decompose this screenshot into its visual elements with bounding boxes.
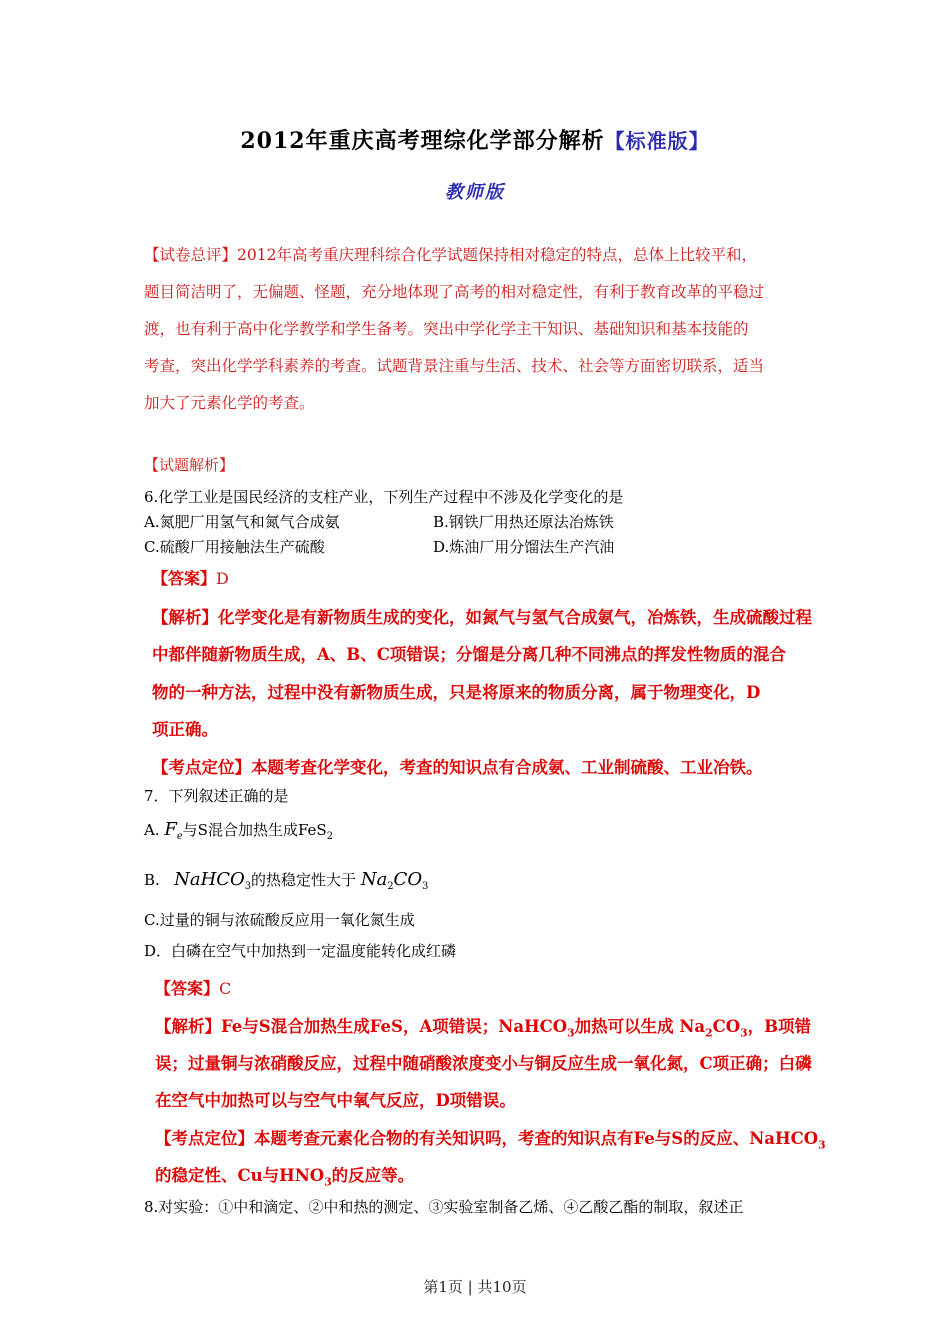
q6-option-a: A.氮肥厂用氢气和氮气合成氨 bbox=[144, 513, 340, 531]
q7-option-a: A. $F_e$与S混合加热生成FeS$_2$ bbox=[144, 819, 333, 842]
q6-option-b: B.钢铁厂用热还原法冶炼铁 bbox=[433, 513, 614, 531]
q6-option-c: C.硫酸厂用接触法生产硫酸 bbox=[144, 538, 325, 556]
q6-analysis-line-2: 中都伴随新物质生成，A、B、C项错误；分馏是分离几种不同沸点的挥发性物质的混合 bbox=[152, 645, 786, 664]
q6-stem: 6.化学工业是国民经济的支柱产业，下列生产过程中不涉及化学变化的是 bbox=[144, 488, 624, 506]
q6-analysis-label: 【解析】 bbox=[152, 608, 218, 627]
q7-analysis-label: 【解析】 bbox=[155, 1017, 221, 1036]
page-subtitle: 教师版 bbox=[445, 182, 505, 203]
summary-line-3: 渡，也有利于高中化学教学和学生备考。突出中学化学主干知识、基础知识和基本技能的 bbox=[144, 320, 749, 338]
q7-option-c: C.过量的铜与浓硫酸反应用一氧化氮生成 bbox=[144, 911, 415, 929]
q7-point-label: 【考点定位】 bbox=[155, 1129, 254, 1148]
q7-analysis-line-2: 误；过量铜与浓硝酸反应，过程中随硝酸浓度变小与铜反应生成一氧化氮，C项正确；白磷 bbox=[155, 1054, 812, 1073]
summary-line-2: 题目简洁明了，无偏题、怪题，充分地体现了高考的相对稳定性，有利于教育改革的平稳过 bbox=[144, 283, 765, 301]
page-footer: 第1页 | 共10页 bbox=[423, 1278, 527, 1296]
q7-stem: 7．下列叙述正确的是 bbox=[144, 787, 289, 805]
q7-point-line-2: 的稳定性、Cu与$HNO_3$的反应等。 bbox=[155, 1166, 415, 1189]
q7-answer-label: 【答案】 bbox=[155, 979, 220, 998]
q6-analysis-line-1: 【解析】化学变化是有新物质生成的变化，如氮气与氢气合成氨气，冶炼铁，生成硫酸过程 bbox=[152, 608, 812, 627]
q6-option-d: D.炼油厂用分馏法生产汽油 bbox=[433, 538, 615, 556]
q6-answer bbox=[152, 566, 229, 589]
summary-line-1: 【试卷总评】2012年高考重庆理科综合化学试题保持相对稳定的特点，总体上比较平和， bbox=[144, 246, 757, 264]
q7-answer-value: C bbox=[219, 979, 232, 998]
q7-point-line-1: 【考点定位】本题考查元素化合物的有关知识吗，考查的知识点有Fe与S的反应、NaHCO$_3$ bbox=[155, 1129, 826, 1152]
q6-analysis-line-4: 项正确。 bbox=[152, 720, 218, 739]
summary-line-5: 加大了元素化学的考查。 bbox=[144, 394, 315, 412]
title-tag: 【标准版】 bbox=[604, 129, 710, 153]
q8-stem: 8.对实验：①中和滴定、②中和热的测定、③实验室制备乙烯、④乙酸乙酯的制取，叙述正 bbox=[144, 1198, 744, 1216]
page-title bbox=[0, 124, 950, 155]
q7-analysis-line-1: 【解析】Fe与S混合加热生成FeS，A项错误；NaHCO$_3$加热可以生成 $Na_2CO_3$，B项错 bbox=[155, 1017, 812, 1040]
summary-line-4: 考查，突出化学学科素养的考查。试题背景注重与生活、技术、社会等方面密切联系，适当 bbox=[144, 357, 765, 375]
q6-point: 【考点定位】本题考查化学变化，考查的知识点有合成氨、工业制硫酸、工业冶铁。 bbox=[152, 758, 763, 777]
q6-analysis-line-3: 物的一种方法，过程中没有新物质生成，只是将原来的物质分离，属于物理变化，D bbox=[152, 683, 761, 702]
q7-analysis-line-3: 在空气中加热可以与空气中氧气反应，D项错误。 bbox=[155, 1091, 516, 1110]
q6-answer-value: D bbox=[216, 569, 229, 588]
q7-option-d: D．白磷在空气中加热到一定温度能转化成红磷 bbox=[144, 942, 457, 960]
q7-answer bbox=[155, 976, 231, 999]
q7-option-b: B. NaHCO$_3$的热稳定性大于 $Na_2CO_3$ bbox=[144, 869, 429, 892]
summary-label: 【试卷总评】 bbox=[144, 246, 238, 264]
q6-answer-label: 【答案】 bbox=[152, 569, 217, 588]
q6-point-label: 【考点定位】 bbox=[152, 758, 251, 777]
title-text: 2012年重庆高考理综化学部分解析 bbox=[240, 128, 605, 154]
analysis-heading: 【试题解析】 bbox=[144, 456, 235, 474]
